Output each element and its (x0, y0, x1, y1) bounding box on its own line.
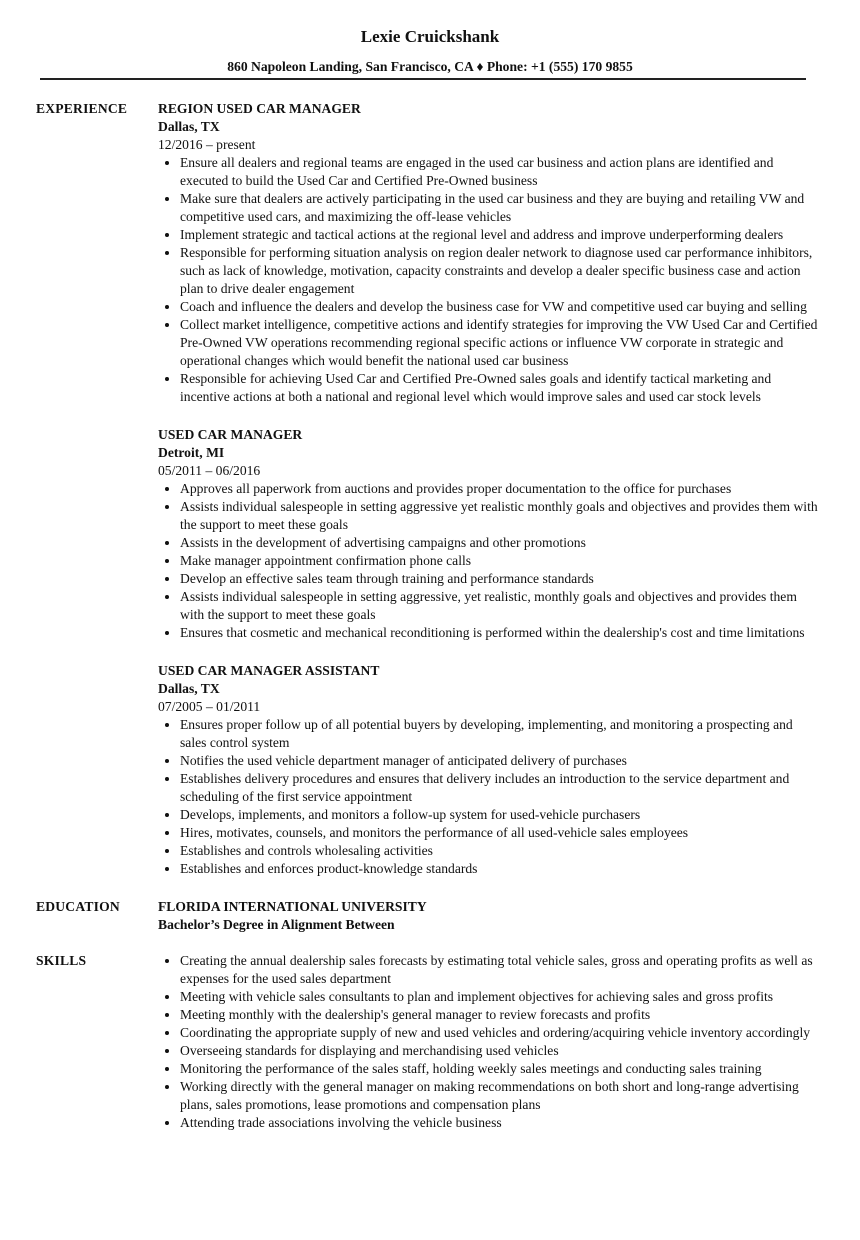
job-entry (158, 100, 820, 406)
list-item: • Creating the annual dealership sales forecasts by estimating total vehicle sales, gross and operating profits as well as expenses for the used sales department (180, 952, 820, 988)
job-location: Detroit, MI (158, 445, 225, 460)
list-item: • Overseeing standards for displaying and merchandising used vehicles (180, 1042, 820, 1060)
job-dates: 05/2011 – 06/2016 (158, 463, 261, 478)
job-entry (158, 662, 820, 878)
degree: Bachelor’s Degree in Alignment Between (158, 917, 395, 932)
list-item: • Make sure that dealers are actively participating in the used car business and they are buying and retailing VW and competitive used cars, and maximizing the off-lease vehicles (180, 190, 820, 226)
job-entry (158, 426, 820, 642)
job-title: USED CAR MANAGER ASSISTANT (158, 663, 380, 678)
list-item: • Assists individual salespeople in setting aggressive, yet realistic, monthly goals and objectives and provides them with the support to meet these goals (180, 588, 820, 624)
skills-section (0, 952, 860, 1132)
job-location: Dallas, TX (158, 119, 220, 134)
list-item: • Ensure all dealers and regional teams are engaged in the used car business and action plans are identified and executed to build the Used Car and Certified Pre-Owned business (180, 154, 820, 190)
list-item: • Collect market intelligence, competitive actions and identify strategies for improving the VW Used Car and Certified Pre-Owned VW operations recommending regional specific actions or influence VW corporate in strategic and operational changes which would benefit the national used car business (180, 316, 820, 370)
job-title: REGION USED CAR MANAGER (158, 101, 361, 116)
skills-body (158, 952, 820, 1132)
section-title-skills: SKILLS (36, 953, 87, 968)
list-item: • Responsible for performing situation analysis on region dealer network to diagnose used car performance inhibitors, such as lack of knowledge, motivation, capacity constraints and develop a dealer specific business case and action plan to drive dealer engagement (180, 244, 820, 298)
list-item: • Attending trade associations involving the vehicle business (180, 1114, 820, 1132)
experience-body (158, 100, 820, 878)
list-item: • Establishes and enforces product-knowledge standards (180, 860, 820, 878)
job-location: Dallas, TX (158, 681, 220, 696)
list-item: • Monitoring the performance of the sales staff, holding weekly sales meetings and conducting sales training (180, 1060, 820, 1078)
job-dates: 12/2016 – present (158, 137, 256, 152)
job-bullets (158, 154, 820, 406)
job-bullets (158, 716, 820, 878)
list-item: • Notifies the used vehicle department manager of anticipated delivery of purchases (180, 752, 820, 770)
list-item: • Assists individual salespeople in setting aggressive yet realistic monthly goals and objectives and provides them with the support to meet these goals (180, 498, 820, 534)
list-item: • Hires, motivates, counsels, and monitors the performance of all used-vehicle sales employees (180, 824, 820, 842)
skills-bullets (158, 952, 820, 1132)
section-title-experience: EXPERIENCE (36, 101, 128, 116)
list-item: • Meeting with vehicle sales consultants to plan and implement objectives for achieving sales and gross profits (180, 988, 820, 1006)
candidate-name: Lexie Cruickshank (360, 27, 500, 46)
list-item: • Make manager appointment confirmation phone calls (180, 552, 820, 570)
job-dates: 07/2005 – 01/2011 (158, 699, 261, 714)
experience-section (0, 100, 860, 878)
list-item: • Approves all paperwork from auctions and provides proper documentation to the office for purchases (180, 480, 820, 498)
header-divider (40, 78, 806, 80)
list-item: • Working directly with the general manager on making recommendations on both short and long-range advertising plans, sales promotions, lease promotions and compensation plans (180, 1078, 820, 1114)
list-item: • Develop an effective sales team through training and performance standards (180, 570, 820, 588)
list-item: • Ensures that cosmetic and mechanical reconditioning is performed within the dealership's cost and time limitations (180, 624, 820, 642)
education-section (0, 898, 860, 934)
list-item: • Develops, implements, and monitors a follow-up system for used-vehicle purchasers (180, 806, 820, 824)
school-name: FLORIDA INTERNATIONAL UNIVERSITY (158, 899, 427, 914)
list-item: • Ensures proper follow up of all potential buyers by developing, implementing, and monitoring a prospecting and sales control system (180, 716, 820, 752)
list-item: • Implement strategic and tactical actions at the regional level and address and improve underperforming dealers (180, 226, 820, 244)
section-title-education: EDUCATION (36, 899, 120, 914)
list-item: • Establishes and controls wholesaling activities (180, 842, 820, 860)
list-item: • Coordinating the appropriate supply of new and used vehicles and ordering/acquiring vehicle inventory accordingly (180, 1024, 820, 1042)
contact-line: 860 Napoleon Landing, San Francisco, CA ♦ Phone: +1 (555) 170 9855 (227, 59, 633, 74)
job-bullets (158, 480, 820, 642)
list-item: • Coach and influence the dealers and develop the business case for VW and competitive used car buying and selling (180, 298, 820, 316)
education-body (158, 898, 820, 934)
list-item: • Meeting monthly with the dealership's general manager to review forecasts and profits (180, 1006, 820, 1024)
list-item: • Establishes delivery procedures and ensures that delivery includes an introduction to the service department and scheduling of the first service appointment (180, 770, 820, 806)
list-item: • Responsible for achieving Used Car and Certified Pre-Owned sales goals and identify tactical marketing and incentive actions at both a national and regional level which would improve sales and used car stock levels (180, 370, 820, 406)
job-title: USED CAR MANAGER (158, 427, 303, 442)
list-item: • Assists in the development of advertising campaigns and other promotions (180, 534, 820, 552)
resume-header (0, 0, 860, 76)
